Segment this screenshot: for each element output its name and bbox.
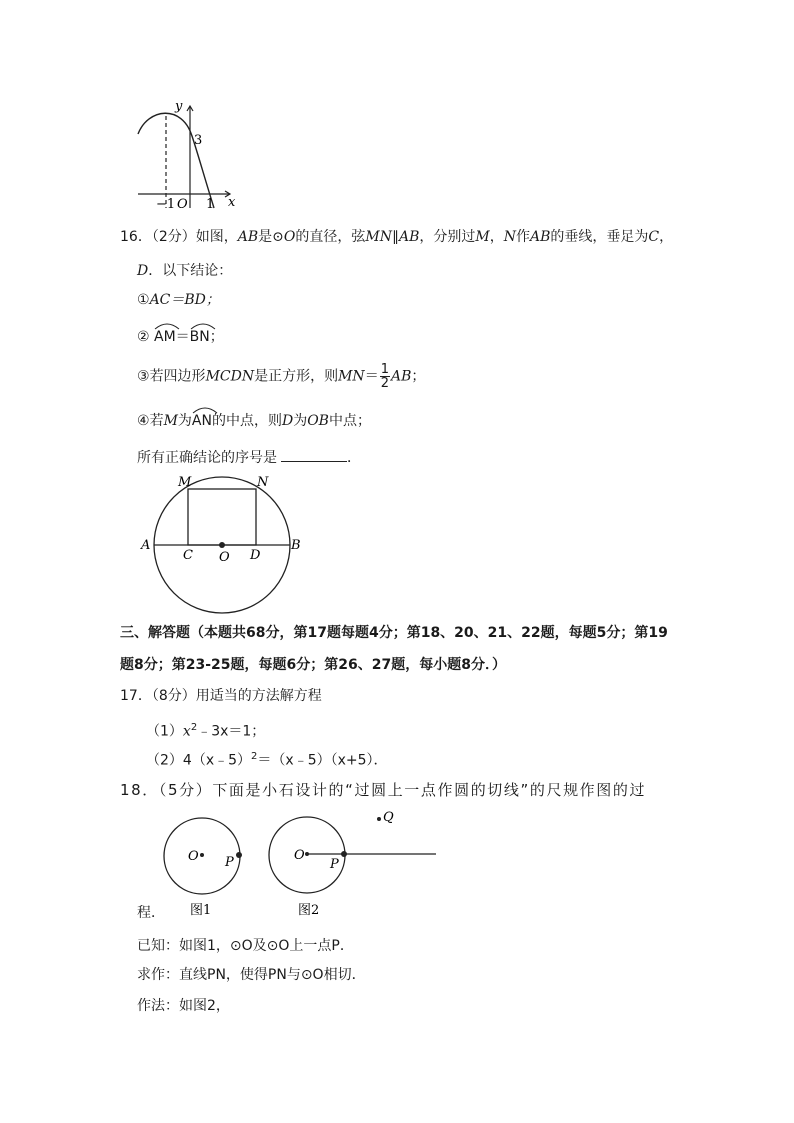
arc-an: AN	[192, 412, 212, 430]
q18-line-end: 程．	[137, 905, 165, 921]
q17-title: 17．（8分）用适当的方法解方程	[120, 688, 322, 704]
origin-label: O	[177, 197, 188, 212]
q16-line2: D．以下结论：	[137, 263, 233, 279]
fig16-label-c: C	[183, 548, 193, 563]
section3-heading-line2: 题8分；第23-25题，每题6分；第26、27题，每小题8分．）	[120, 657, 506, 673]
q16-answer-line: 所有正确结论的序号是 ．	[137, 447, 361, 467]
q18-construct: 求作：直线PN，使得PN与⊙O相切．	[137, 967, 366, 983]
arc-am: AM	[154, 328, 176, 346]
fig1-label-p: P	[225, 855, 234, 870]
fig2-caption: 图2	[298, 903, 320, 918]
fig2-label-o: O	[294, 848, 305, 863]
q17-part1: $(1)x^2﹣3x=1$；	[146, 722, 266, 740]
fig16-label-m: M	[178, 475, 192, 490]
fig16-label-b: B	[291, 538, 301, 553]
fraction-one-half: $\frac{1}{2}$	[380, 362, 389, 391]
arc-bn: BN	[190, 328, 210, 346]
tick-neg1: −1	[156, 197, 176, 212]
fig1-label-o: O	[188, 849, 199, 864]
tick-3: 3	[194, 133, 203, 148]
q16-conclusion-4: ④若M为 AN的中点，则D为OB中点；	[137, 412, 371, 430]
q18-figure-1	[160, 814, 250, 918]
fig16-label-n: N	[257, 475, 269, 490]
q16-conclusion-2: ② AM＝ BN；	[137, 328, 224, 346]
q16-stem: 16．（2分）如图，AB是⊙O的直径，弦MN∥AB，分别过M，N作AB的垂线，垂足为C，	[120, 229, 674, 245]
tick-1: 1	[206, 197, 215, 212]
section3-heading-line1: 三、解答题（本题共68分，第17题每题4分；第18、20、21、22题，每题5分；第19	[120, 625, 668, 641]
q16-conclusion-1: ①AC＝BD；	[137, 292, 220, 308]
q18-method: 作法：如图2，	[137, 998, 230, 1014]
fig16-label-d: D	[250, 548, 261, 563]
y-axis-label: y	[175, 99, 183, 114]
fig2-label-q: Q	[383, 810, 394, 825]
q18-figure-2	[266, 804, 446, 918]
q18-title: 18．（5分）下面是小石设计的“过圆上一点作圆的切线”的尺规作图的过	[120, 781, 647, 799]
fig16-label-o: O	[219, 550, 230, 565]
q16-circle-figure	[138, 472, 308, 614]
q17-part2: （2）4（x﹣5）$^2$＝（x﹣5）（x+5）．	[146, 751, 388, 769]
answer-blank[interactable]	[281, 447, 347, 462]
q16-conclusion-3: ③若四边形MCDN是正方形，则MN＝ $\frac{1}{2}$ AB；	[137, 362, 426, 391]
q18-known: 已知：如图1，⊙O及⊙O上一点P．	[137, 938, 354, 954]
fig1-caption: 图1	[190, 903, 212, 918]
fig2-label-p: P	[330, 857, 339, 872]
parabola-graph	[130, 96, 240, 214]
fig16-label-a: A	[141, 538, 151, 553]
x-axis-label: x	[228, 195, 236, 210]
